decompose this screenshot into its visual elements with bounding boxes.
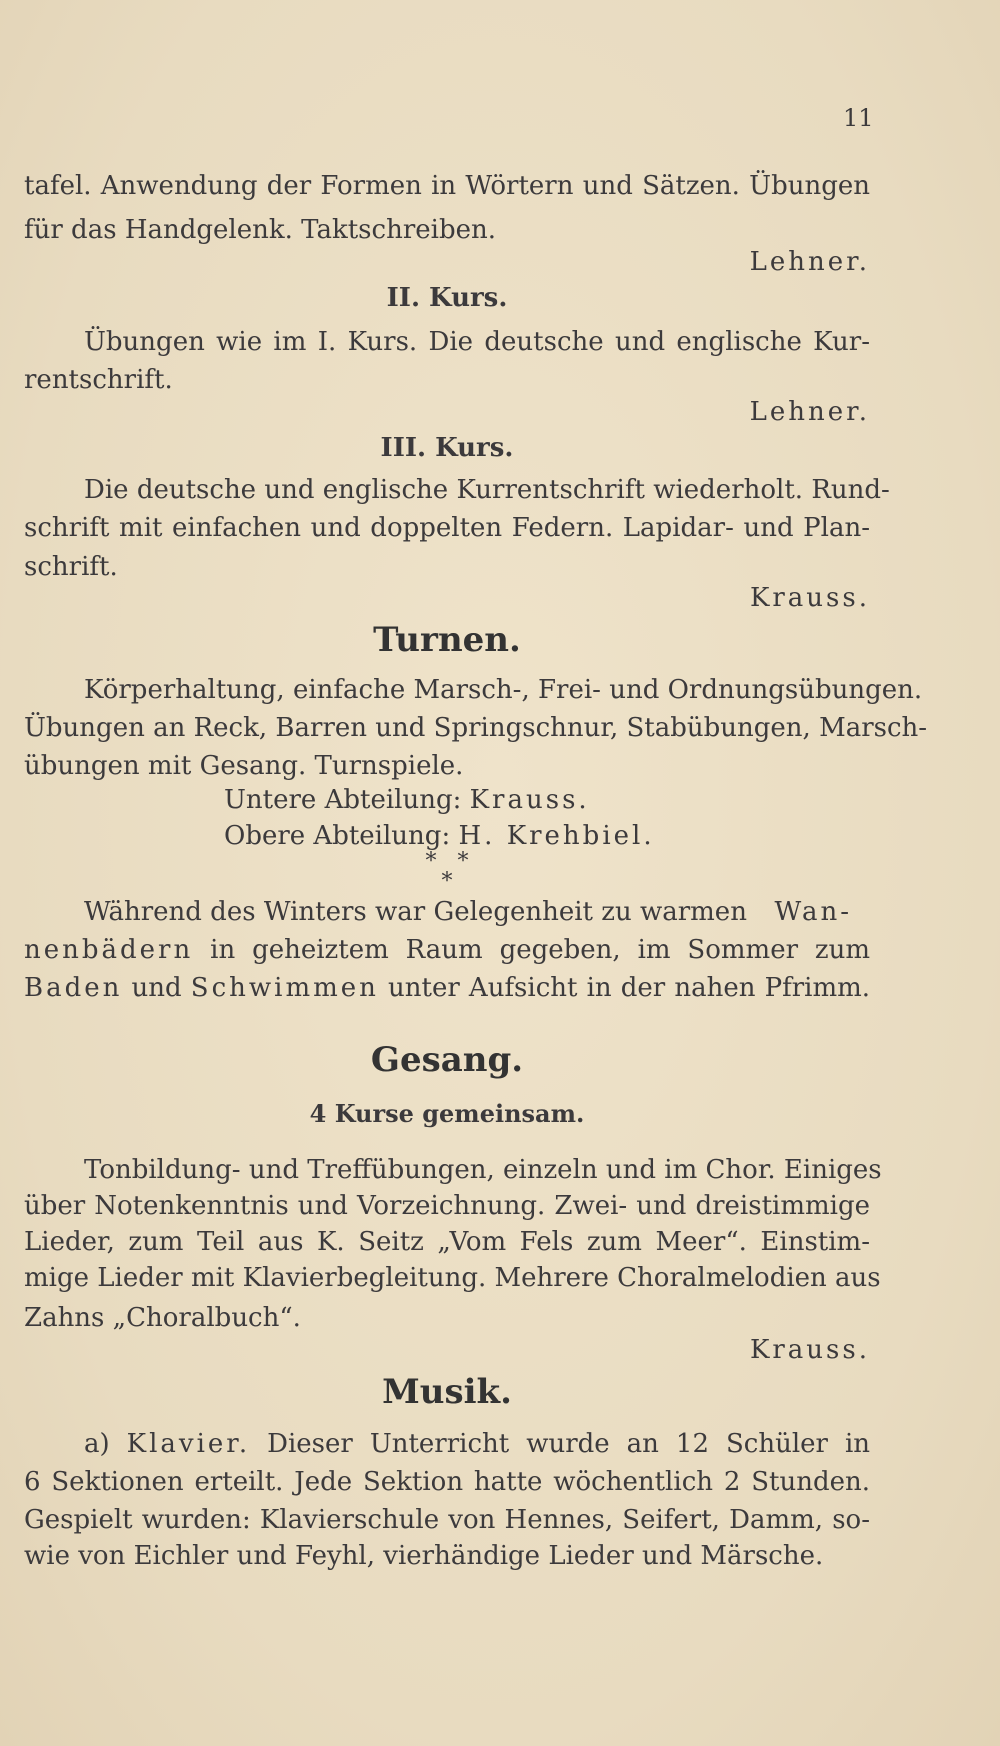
paragraph-line: Übungen an Reck, Barren und Springschnur, Stabübungen, Marsch- [24, 713, 928, 743]
paragraph-line: rentschrift. [24, 365, 173, 395]
paragraph-line: über Notenkenntnis und Vorzeichnung. Zwei- und dreistimmige [24, 1191, 870, 1221]
paragraph-line: übungen mit Gesang. Turnspiele. [24, 751, 464, 781]
page-number: 11 [843, 104, 874, 132]
section-heading-musik: Musik. [382, 1372, 512, 1412]
teacher-name: Krauss. [749, 583, 870, 613]
section-heading-gesang: Gesang. [370, 1040, 524, 1080]
paragraph-line: Die deutsche und englische Kurrentschrift wiederholt. Rund- [84, 475, 890, 505]
paragraph-line: mige Lieder mit Klavierbegleitung. Mehrere Choralmelodien aus [24, 1263, 881, 1293]
paragraph-line: Lieder, zum Teil aus K. Seitz „Vom Fels zum Meer“. Einstim- [24, 1227, 870, 1257]
section-heading-turnen: Turnen. [373, 620, 521, 660]
paragraph-line [24, 972, 870, 1004]
text-segment: in geheiztem Raum gegeben, im Sommer zum [210, 935, 870, 965]
spaced-text-segment: Wan- [774, 897, 852, 927]
asterism-top: * * [425, 849, 469, 874]
division-label: Untere Abteilung: [224, 785, 462, 815]
asterism-bottom: * [441, 869, 453, 894]
teacher-name: H. Krehbiel. [458, 821, 655, 851]
paragraph-line: tafel. Anwendung der Formen in Wörtern und Sätzen. Übungen [24, 171, 870, 201]
spaced-text-segment: nenbädern [24, 935, 194, 965]
paragraph-line: 6 Sektionen erteilt. Jede Sektion hatte wöchentlich 2 Stunden. [24, 1467, 870, 1497]
text-segment: Während des Winters war Gelegenheit zu warmen [84, 897, 747, 927]
section-heading-kurs-2: II. Kurs. [386, 283, 508, 313]
teacher-name: Lehner. [749, 247, 870, 277]
division-label: Obere Abteilung: [224, 821, 451, 851]
paragraph-line [24, 934, 870, 966]
paragraph-line: schrift. [24, 552, 118, 582]
spaced-text-segment: Baden [24, 973, 123, 1003]
section-subheading: 4 Kurse gemeinsam. [309, 1099, 585, 1128]
text-segment: Dieser Unterricht wurde an 12 Schüler in [267, 1429, 871, 1459]
spaced-text-segment: Klavier. [126, 1429, 251, 1459]
paragraph-line: Zahns „Choralbuch“. [24, 1303, 301, 1333]
division-line-untere [224, 784, 824, 816]
list-marker: a) [84, 1429, 110, 1459]
paragraph-line: wie von Eichler und Feyhl, vierhändige Lieder und Märsche. [24, 1541, 824, 1571]
paragraph-line: Übungen wie im I. Kurs. Die deutsche und englische Kur- [84, 327, 870, 357]
paragraph-line: für das Handgelenk. Taktschreiben. [24, 215, 496, 245]
teacher-name: Krauss. [749, 1335, 870, 1365]
paragraph-line: schrift mit einfachen und doppelten Federn. Lapidar- und Plan- [24, 513, 870, 543]
paragraph-line: Körperhaltung, einfache Marsch-, Frei- und Ordnungsübungen. [84, 675, 923, 705]
paragraph-line: Tonbildung- und Treffübungen, einzeln und im Chor. Einiges [84, 1155, 882, 1185]
teacher-name: Lehner. [749, 397, 870, 427]
paragraph-line [84, 1428, 870, 1460]
paragraph-line [84, 896, 870, 928]
teacher-name: Krauss. [469, 785, 590, 815]
section-heading-kurs-3: III. Kurs. [380, 433, 514, 463]
paragraph-line: Gespielt wurden: Klavierschule von Hennes, Seifert, Damm, so- [24, 1505, 870, 1535]
text-segment: unter Aufsicht in der nahen Pfrimm. [388, 973, 871, 1003]
spaced-text-segment: Schwimmen [190, 973, 379, 1003]
text-segment: und [131, 973, 182, 1003]
